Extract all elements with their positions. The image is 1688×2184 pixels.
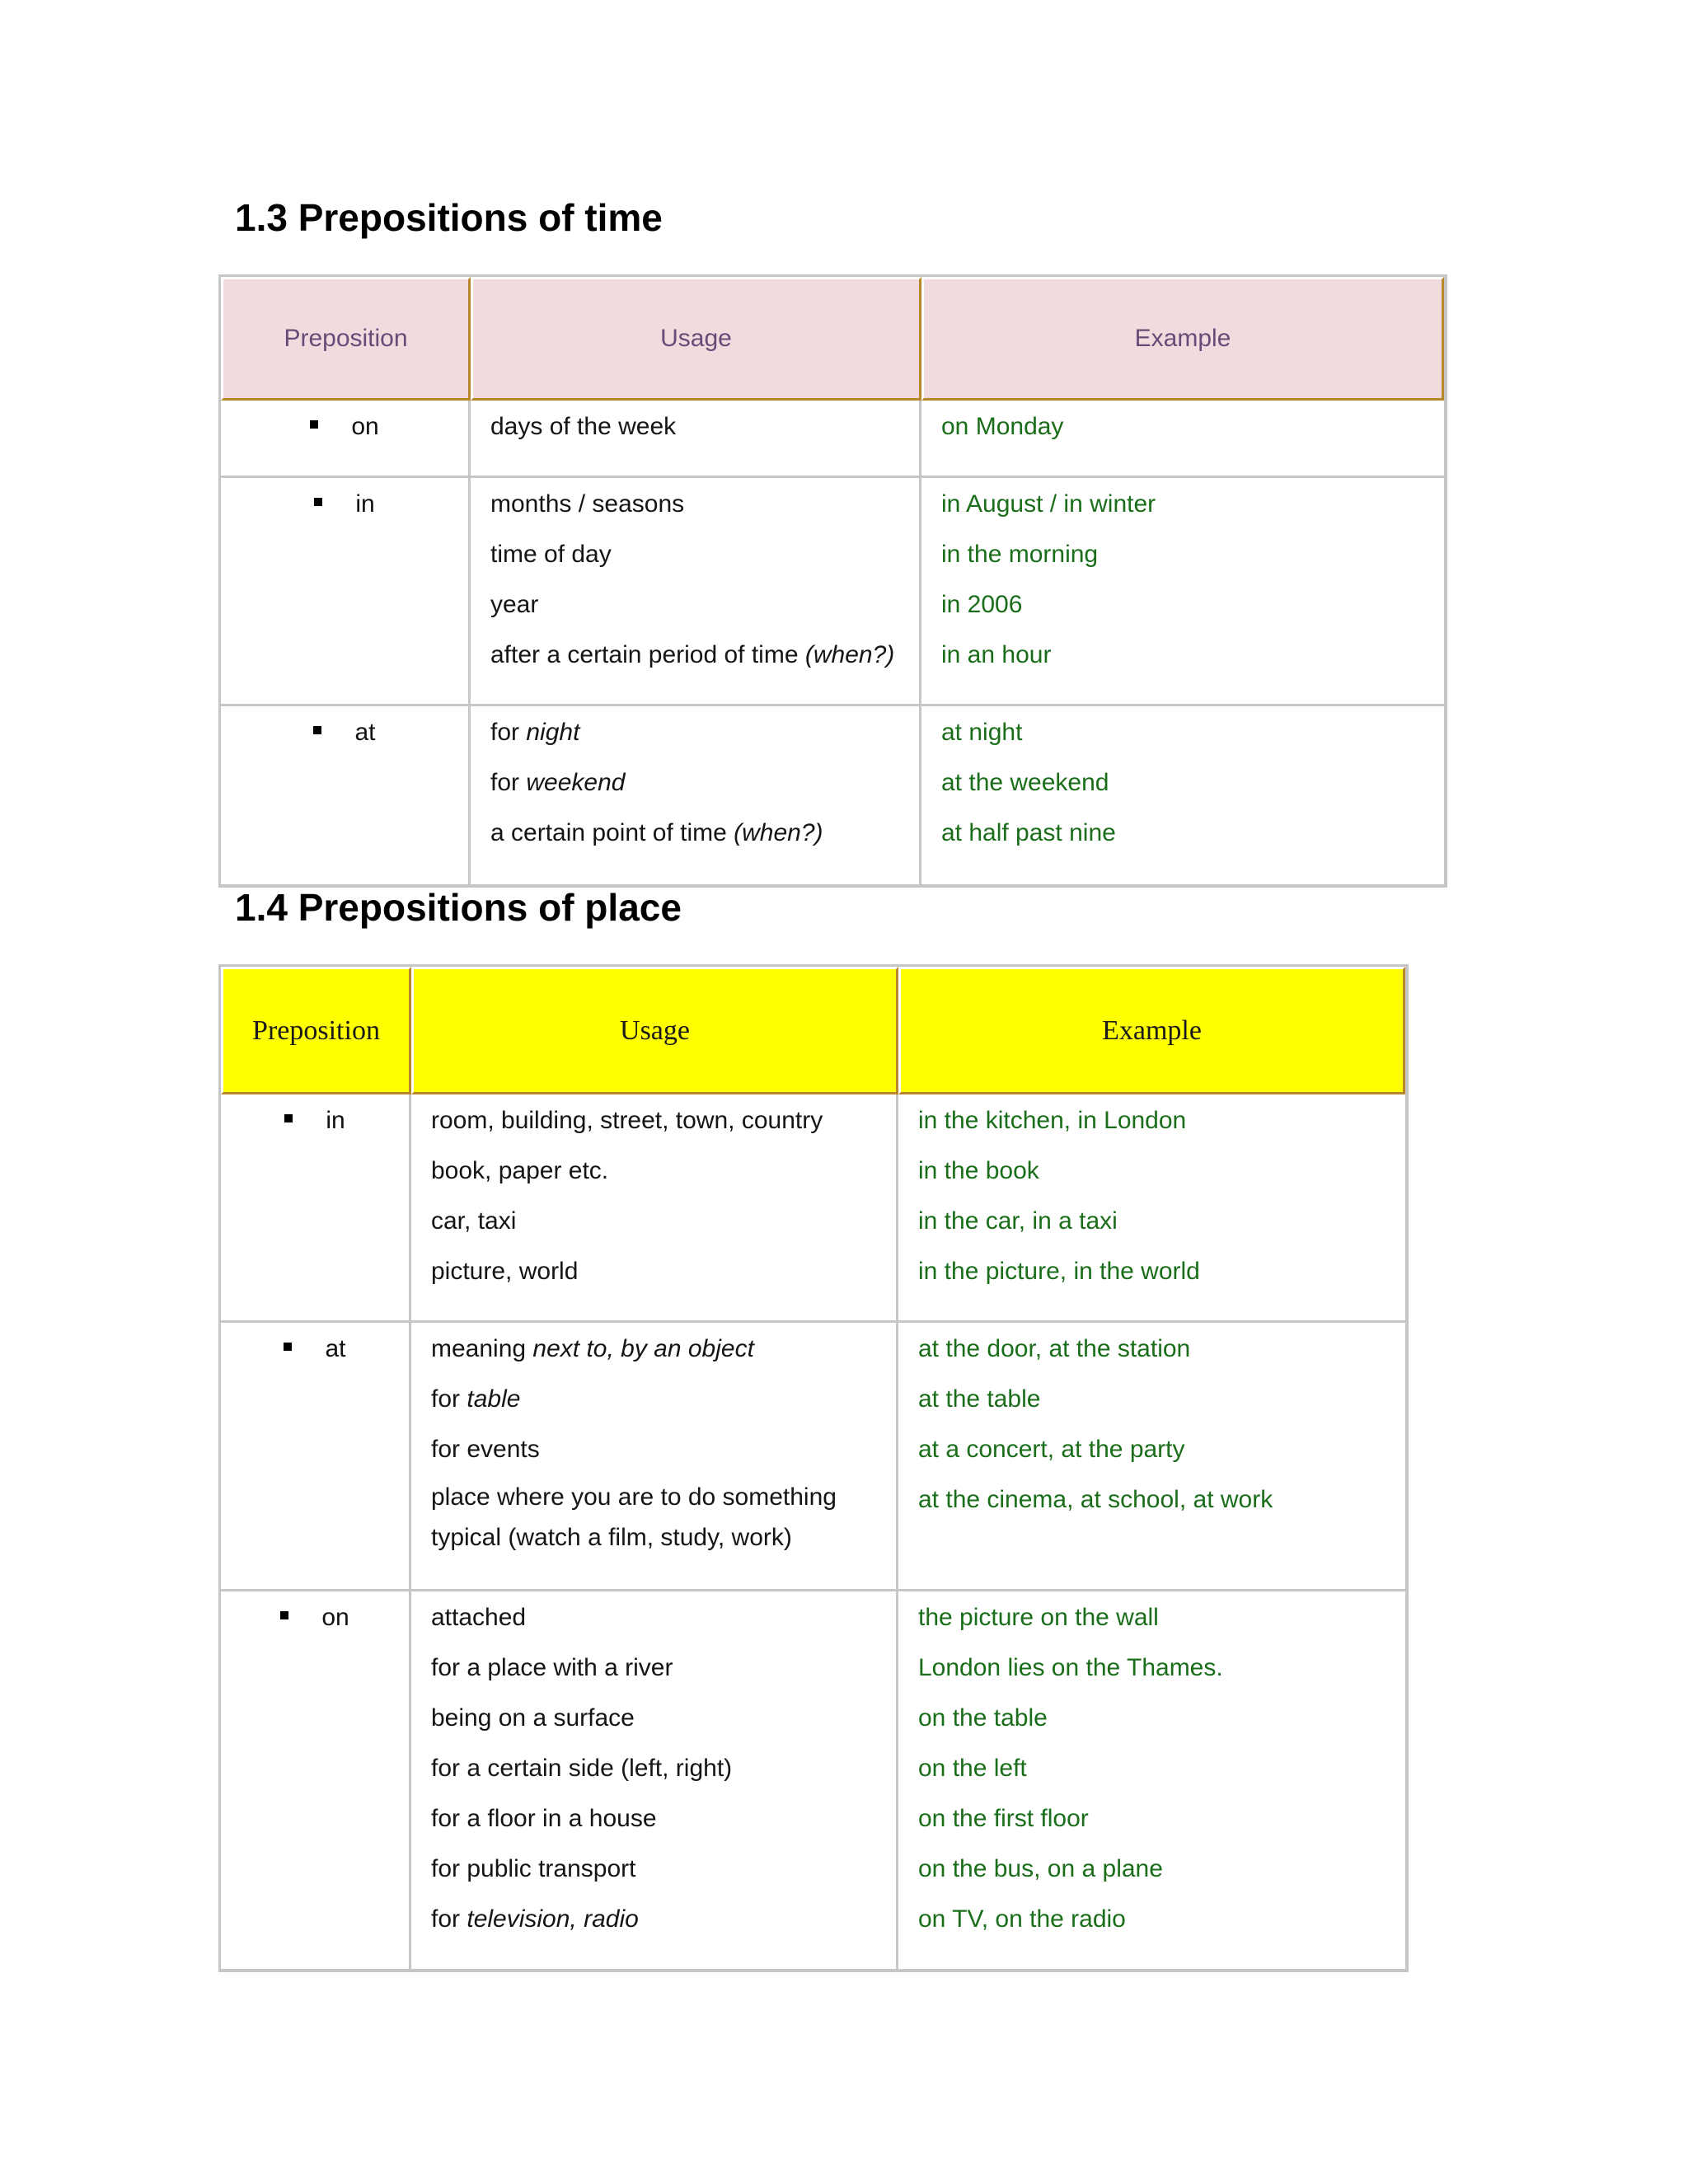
usage-text-italic: table [467, 1385, 521, 1413]
usage-line [490, 629, 899, 679]
usage-cell [411, 1591, 898, 1969]
example-line: in the book [918, 1157, 1039, 1184]
table-row [221, 706, 1444, 884]
usage-text-italic: (when?) [804, 641, 895, 668]
example-line: at the cinema, at school, at work [918, 1486, 1273, 1513]
example-line: on the table [918, 1704, 1048, 1732]
table-header-row [221, 277, 1444, 401]
usage-text: for events [431, 1436, 540, 1463]
example-line: in 2006 [941, 591, 1023, 618]
usage-text: car, taxi [431, 1207, 517, 1235]
usage-line [431, 1742, 876, 1793]
example-line: at half past nine [941, 819, 1116, 846]
preposition-label: on [321, 1604, 349, 1631]
preposition-label: in [355, 490, 375, 518]
usage-line [431, 1245, 876, 1296]
usage-text: place where you are to do something typical (watch a film, study, work) [431, 1483, 837, 1551]
example-line: on the bus, on a plane [918, 1855, 1163, 1882]
usage-line [431, 1094, 876, 1145]
example-line: the picture on the wall [918, 1604, 1159, 1631]
usage-cell [471, 706, 921, 884]
header-example: Example [898, 967, 1405, 1094]
usage-line [490, 807, 899, 857]
example-line: in an hour [941, 641, 1052, 668]
usage-text: picture, world [431, 1258, 579, 1285]
usage-text: time of day [490, 541, 612, 568]
preposition-label: at [354, 719, 376, 746]
header-usage: Usage [471, 277, 921, 401]
usage-text: days of the week [490, 413, 677, 440]
usage-line [490, 401, 899, 451]
usage-line [431, 1373, 876, 1423]
usage-line [431, 1843, 876, 1893]
preposition-cell [221, 401, 471, 478]
usage-text: for a floor in a house [431, 1805, 657, 1832]
preposition-cell [221, 478, 471, 706]
usage-line [431, 1591, 876, 1642]
example-line: at the weekend [941, 769, 1109, 796]
usage-text: for [431, 1385, 467, 1413]
usage-text: being on a surface [431, 1704, 635, 1732]
place-prepositions-table [218, 964, 1409, 1972]
section-heading-time: 1.3 Prepositions of time [235, 196, 663, 239]
usage-line [431, 1195, 876, 1245]
usage-text: book, paper etc. [431, 1157, 609, 1184]
example-cell [921, 478, 1444, 706]
table-row [221, 401, 1444, 478]
example-line: in the kitchen, in London [918, 1107, 1187, 1134]
table-row [221, 1094, 1405, 1323]
usage-cell [411, 1323, 898, 1591]
usage-line [431, 1323, 876, 1373]
example-line: in the picture, in the world [918, 1258, 1200, 1285]
usage-text: after a certain period of time [490, 641, 805, 668]
usage-line [431, 1893, 876, 1943]
bullet-icon [310, 420, 318, 429]
usage-text: attached [431, 1604, 527, 1631]
preposition-label: in [326, 1107, 345, 1134]
example-cell [898, 1591, 1405, 1969]
usage-cell [411, 1094, 898, 1323]
example-line: in the car, in a taxi [918, 1207, 1118, 1235]
example-line: at night [941, 719, 1023, 746]
table-row [221, 1591, 1405, 1969]
usage-text: year [490, 591, 539, 618]
preposition-label: at [325, 1335, 346, 1362]
example-line: at a concert, at the party [918, 1436, 1185, 1463]
bullet-icon [280, 1611, 288, 1619]
usage-line [431, 1642, 876, 1692]
usage-line [431, 1423, 876, 1474]
preposition-cell [221, 1591, 411, 1969]
usage-text: room, building, street, town, country [431, 1107, 823, 1134]
table-row [221, 478, 1444, 706]
usage-text-italic: next to, by an object [532, 1335, 754, 1362]
usage-text-italic: night [526, 719, 580, 746]
usage-text: for a certain side (left, right) [431, 1755, 733, 1782]
usage-text: a certain point of time [490, 819, 734, 846]
header-usage: Usage [411, 967, 898, 1094]
time-prepositions-table [218, 274, 1447, 888]
example-cell [921, 706, 1444, 884]
usage-line [490, 706, 899, 757]
example-line: at the door, at the station [918, 1335, 1191, 1362]
bullet-icon [313, 726, 321, 734]
preposition-cell [221, 1323, 411, 1591]
example-line: on Monday [941, 413, 1064, 440]
usage-cell [471, 478, 921, 706]
usage-text-italic: (when?) [734, 819, 823, 846]
usage-line [490, 579, 899, 629]
preposition-cell [221, 706, 471, 884]
header-preposition: Preposition [221, 967, 411, 1094]
usage-line [490, 528, 899, 579]
example-line: in the morning [941, 541, 1099, 568]
usage-cell [471, 401, 921, 478]
usage-text: for a place with a river [431, 1654, 673, 1681]
usage-text-italic: weekend [526, 769, 626, 796]
usage-text: for [490, 769, 527, 796]
example-cell [898, 1094, 1405, 1323]
usage-text: meaning [431, 1335, 533, 1362]
usage-text: for public transport [431, 1855, 636, 1882]
example-line: on the first floor [918, 1805, 1089, 1832]
usage-line [431, 1793, 876, 1843]
usage-line [490, 757, 899, 807]
usage-line [431, 1692, 876, 1742]
usage-line [431, 1145, 876, 1195]
usage-line [431, 1474, 876, 1558]
usage-text: for [490, 719, 527, 746]
example-cell [898, 1323, 1405, 1591]
usage-text: months / seasons [490, 490, 685, 518]
bullet-icon [284, 1343, 292, 1351]
bullet-icon [284, 1114, 293, 1122]
usage-line [490, 478, 899, 528]
example-cell [921, 401, 1444, 478]
example-line: in August / in winter [941, 490, 1156, 518]
usage-text: for [431, 1905, 467, 1933]
preposition-cell [221, 1094, 411, 1323]
example-line: on the left [918, 1755, 1027, 1782]
preposition-label: on [351, 413, 379, 440]
table-header-row [221, 967, 1405, 1094]
header-preposition: Preposition [221, 277, 471, 401]
section-heading-place: 1.4 Prepositions of place [235, 886, 682, 929]
usage-text-italic: television, radio [467, 1905, 639, 1933]
example-line: London lies on the Thames. [918, 1654, 1223, 1681]
bullet-icon [314, 498, 322, 506]
example-line: at the table [918, 1385, 1041, 1413]
header-example: Example [921, 277, 1444, 401]
example-line: on TV, on the radio [918, 1905, 1126, 1933]
table-row [221, 1323, 1405, 1591]
